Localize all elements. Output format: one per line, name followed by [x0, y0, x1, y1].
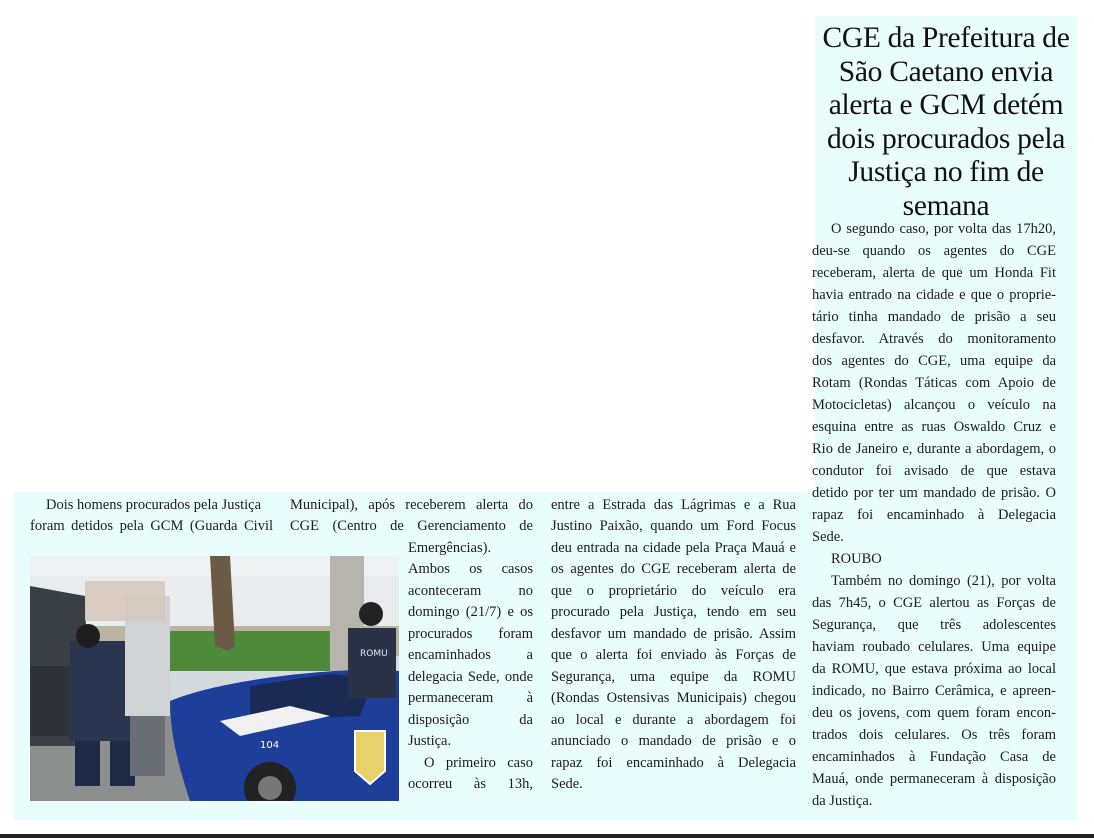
- column4-line: Segurança, que três adolescentes: [812, 617, 1056, 633]
- column4-line: havia entrado na cidade e que o proprie-: [812, 287, 1056, 303]
- photo-vest-label: ROMU: [360, 649, 388, 659]
- column4-line: tário tinha mandado de prisão a seu: [812, 309, 1056, 325]
- column3-line: que o alerta foi enviado às Forças de: [551, 647, 796, 663]
- column4-line: Motocicletas) alcançou o veículo na: [812, 397, 1056, 413]
- section-heading-roubo: ROUBO: [831, 551, 882, 567]
- column4-line: da ROMU, que estava próxima ao local: [812, 661, 1056, 677]
- column2-line: delegacia Sede, onde: [408, 669, 533, 685]
- headline-line: semana: [902, 189, 990, 222]
- column3-line: Sede.: [551, 776, 583, 792]
- news-photo: [30, 556, 399, 801]
- headline-line: CGE da Prefeitura de: [822, 22, 1070, 54]
- column3-line: entre a Estrada das Lágrimas e a Rua: [551, 497, 796, 513]
- column2-line: Justiça.: [408, 733, 452, 749]
- column4-line: Sede.: [812, 529, 844, 545]
- column4-line: deu os jovens, com quem foram encon-: [812, 705, 1056, 721]
- column4-line: Mauá, onde permaneceram à disposição: [812, 771, 1056, 787]
- column4-line: Também no domingo (21), por volta: [831, 573, 1056, 589]
- headline-line: dois procurados pela: [826, 122, 1066, 155]
- column2-line: procurados foram: [408, 626, 533, 642]
- column4-line: Rotam (Rondas Táticas com Apoio de: [812, 375, 1056, 391]
- column4-line: desfavor. Através do monitoramento: [812, 331, 1056, 347]
- column3-line: desfavor um mandado de prisão. Assim: [551, 626, 796, 642]
- column4-line: condutor foi avisado de que estava: [812, 463, 1056, 479]
- column4-line: receberam, alerta de que um Honda Fit: [812, 265, 1056, 281]
- column3-line: os agentes do CGE receberam alerta de: [551, 561, 796, 577]
- headline-line: São Caetano envia: [838, 55, 1054, 88]
- photo-vehicle-number: 104: [260, 740, 280, 751]
- column2-line: disposição da: [408, 712, 533, 728]
- column3-line: rapaz foi encaminhado à Delegacia: [551, 755, 796, 771]
- page-bottom-rule: [0, 834, 1094, 838]
- column2-line: CGE (Centro de Gerenciamento de: [290, 518, 533, 534]
- column4-line: das 7h45, o CGE alertou as Forças de: [812, 595, 1056, 611]
- photo-illustration: [30, 556, 399, 801]
- column3-line: procurado pela Justiça, tendo em seu: [551, 604, 796, 620]
- column3-line: anunciado o mandado de prisão e o: [551, 733, 796, 749]
- column1-line: Dois homens procurados pela Justiça: [46, 497, 262, 513]
- column2-line: domingo (21/7) e os: [408, 604, 533, 620]
- column2-line: ocorreu às 13h,: [408, 776, 533, 792]
- column4-line: Rio de Janeiro e, durante a abordagem, o: [812, 441, 1056, 457]
- column2-line: Ambos os casos: [408, 561, 533, 577]
- column3-line: Segurança, uma equipe da ROMU: [551, 669, 796, 685]
- column4-line: esquina entre as ruas Oswaldo Cruz e: [812, 419, 1056, 435]
- column2-line: permaneceram à: [408, 690, 533, 706]
- column4-line: rapaz foi encaminhado à Delegacia: [812, 507, 1056, 523]
- column4-line: dos agentes do CGE, uma equipe da: [812, 353, 1056, 369]
- column4-line: trados dois celulares. Os três foram: [812, 727, 1056, 743]
- column3-line: que o proprietário do veículo era: [551, 583, 796, 599]
- column3-line: ao local e durante a abordagem foi: [551, 712, 796, 728]
- column4-line: detido por ter um mandado de prisão. O: [812, 485, 1056, 501]
- column3-line: (Rondas Ostensivas Municipais) chegou: [551, 690, 796, 706]
- column4-line: deu-se quando os agentes do CGE: [812, 243, 1056, 259]
- article-headline: [815, 22, 1077, 223]
- column1-line: foram detidos pela GCM (Guarda Civil: [30, 518, 273, 534]
- column3-line: Justino Paixão, quando um Ford Focus: [551, 518, 796, 534]
- headline-line: alerta e GCM detém: [828, 89, 1064, 121]
- column4-line: da Justiça.: [812, 793, 873, 809]
- headline-line: Justiça no fim de: [848, 156, 1044, 188]
- column2-line: encaminhados a: [408, 647, 533, 663]
- column4-line: haviam roubado celulares. Uma equipe: [812, 639, 1056, 655]
- column3-line: deu entrada na cidade pela Praça Mauá e: [551, 540, 796, 556]
- column2-line: aconteceram no: [408, 583, 533, 599]
- column4-line: O segundo caso, por volta das 17h20,: [831, 221, 1056, 237]
- column2-line: Municipal), após receberem alerta do: [290, 497, 533, 513]
- column2-line: Emergências).: [408, 540, 492, 556]
- column4-line: indicado, no Bairro Cerâmica, e apreen-: [812, 683, 1056, 699]
- column4-line: encaminhados à Fundação Casa de: [812, 749, 1056, 765]
- column2-line: O primeiro caso: [424, 755, 533, 771]
